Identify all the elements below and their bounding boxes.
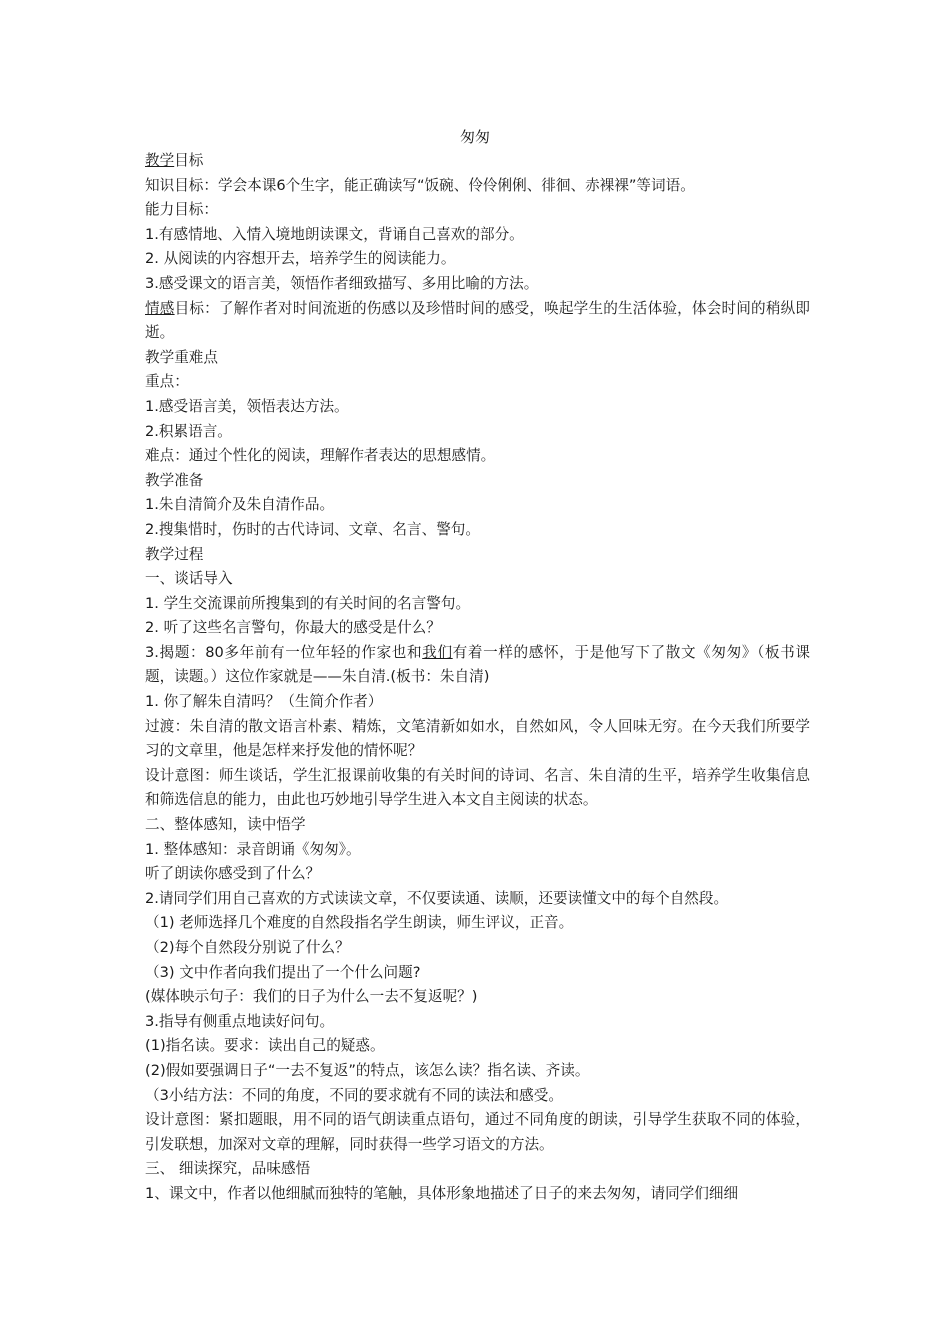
paragraph (145, 469, 810, 494)
document-body (145, 149, 810, 1207)
text-run: 有着一样的感怀，于是他写下了散文《匆匆》（板书课题，读题。）这位作家就是——朱自清.(板书：朱自清) (145, 643, 810, 686)
text-run: 1、课文中，作者以他细腻而独特的笔触，具体形象地描述了日子的来去匆匆，请同学们细细 (145, 1184, 739, 1202)
text-run: 教学重难点 (145, 348, 218, 366)
text-run: 1. 学生交流课前所搜集到的有关时间的名言警句。 (145, 594, 471, 612)
paragraph (145, 961, 810, 986)
text-run: 二、整体感知，读中悟学 (145, 816, 306, 834)
text-run: (2)假如要强调日子“一去不复返”的特点，该怎么读？指名读、齐读。 (145, 1061, 590, 1079)
paragraph (145, 764, 810, 813)
paragraph (145, 813, 810, 838)
paragraph (145, 247, 810, 272)
text-run: 难点：通过个性化的阅读，理解作者表达的思想感情。 (145, 447, 496, 465)
text-run: 2. 听了这些名言警句，你最大的感受是什么？ (145, 619, 441, 637)
paragraph (145, 838, 810, 863)
text-run: 一、谈话导入 (145, 570, 233, 588)
text-run: 目标：了解作者对时间流逝的伤感以及珍惜时间的感受，唤起学生的生活体验，体会时间的稍纵即逝。 (145, 299, 810, 342)
paragraph (145, 370, 810, 395)
text-run: 教学准备 (145, 471, 204, 489)
text-run: 1.有感情地、入情入境地朗读课文，背诵自己喜欢的部分。 (145, 225, 524, 243)
paragraph (145, 887, 810, 912)
text-run: 过渡：朱自清的散文语言朴素、精炼，文笔清新如如水，自然如风，令人回味无穷。在今天我们所要学习的文章里，他是怎样来抒发他的情怀呢？ (145, 717, 810, 760)
paragraph (145, 567, 810, 592)
paragraph (145, 223, 810, 248)
text-run: 1. 整体感知：录音朗诵《匆匆》。 (145, 840, 361, 858)
paragraph (145, 346, 810, 371)
paragraph (145, 149, 810, 174)
paragraph (145, 1034, 810, 1059)
text-run: 1.朱自清简介及朱自清作品。 (145, 496, 335, 514)
paragraph (145, 272, 810, 297)
paragraph (145, 1182, 810, 1207)
paragraph (145, 690, 810, 715)
paragraph (145, 1010, 810, 1035)
paragraph (145, 543, 810, 568)
text-run: 设计意图：紧扣题眼，用不同的语气朗读重点语句，通过不同角度的朗读，引导学生获取不同的体验，引发联想，加深对文章的理解，同时获得一些学习语文的方法。 (145, 1111, 810, 1153)
paragraph (145, 641, 810, 690)
text-run: 2.搜集惜时，伤时的古代诗词、文章、名言、警句。 (145, 520, 480, 538)
text-run: 三、 细读探究，品味感悟 (145, 1160, 311, 1178)
paragraph (145, 715, 810, 764)
paragraph (145, 198, 810, 223)
text-run: 1.感受语言美，领悟表达方法。 (145, 397, 349, 415)
text-run: 能力目标： (145, 201, 218, 219)
text-run: （1) 老师选择几个难度的自然段指名学生朗读，师生评议，正音。 (145, 914, 574, 932)
text-run: 3.指导有侧重点地读好问句。 (145, 1012, 335, 1030)
text-run: 3.揭题：80多年前有一位年轻的作家也和 (145, 643, 423, 661)
paragraph (145, 395, 810, 420)
text-run: 2.积累语言。 (145, 422, 232, 440)
text-run: 重点： (145, 373, 189, 391)
text-run: (媒体映示句子：我们的日子为什么一去不复返呢？) (145, 988, 478, 1006)
paragraph (145, 911, 810, 936)
text-run: （3) 文中作者向我们提出了一个什么问题? (145, 963, 421, 981)
paragraph (145, 936, 810, 961)
paragraph (145, 297, 810, 346)
text-run: 设计意图：师生谈话，学生汇报课前收集的有关时间的诗词、名言、朱自清的生平，培养学生收集信息和筛选信息的能力，由此也巧妙地引导学生进入本文自主阅读的状态。 (145, 766, 810, 809)
paragraph (145, 592, 810, 617)
text-run: 知识目标：学会本课6个生字，能正确读写“饭碗、伶伶俐俐、徘徊、赤裸裸”等词语。 (145, 176, 695, 194)
text-run: 2. 从阅读的内容想开去，培养学生的阅读能力。 (145, 250, 456, 268)
document-title: 匆匆 (459, 128, 490, 146)
text-run: （2)每个自然段分别说了什么？ (145, 939, 350, 956)
underlined-text: 我们 (422, 643, 453, 661)
paragraph (145, 1157, 810, 1182)
underlined-text: 教学 (145, 152, 175, 169)
paragraph (145, 1059, 810, 1084)
text-run: （3小结方法：不同的角度，不同的要求就有不同的读法和感受。 (145, 1086, 563, 1104)
paragraph (145, 1084, 810, 1109)
text-run: 3.感受课文的语言美，领悟作者细致描写、多用比喻的方法。 (145, 274, 539, 292)
text-run: (1)指名读。要求：读出自己的疑惑。 (145, 1037, 385, 1055)
paragraph (145, 493, 810, 518)
paragraph (145, 616, 810, 641)
paragraph (145, 420, 810, 445)
paragraph (145, 862, 810, 887)
paragraph (145, 174, 810, 199)
text-run: 教学过程 (145, 545, 204, 563)
text-run: 2.请同学们用自己喜欢的方式读读文章，不仅要读通、读顺，还要读懂文中的每个自然段。 (145, 889, 729, 907)
paragraph (145, 1108, 810, 1157)
text-run: 听了朗读你感受到了什么？ (145, 865, 321, 883)
paragraph (145, 444, 810, 469)
paragraph (145, 985, 810, 1010)
text-run: 1. 你了解朱自清吗？（生简介作者） (145, 693, 383, 711)
underlined-text: 情感 (145, 299, 175, 317)
paragraph (145, 518, 810, 543)
text-run: 目标 (174, 152, 204, 169)
